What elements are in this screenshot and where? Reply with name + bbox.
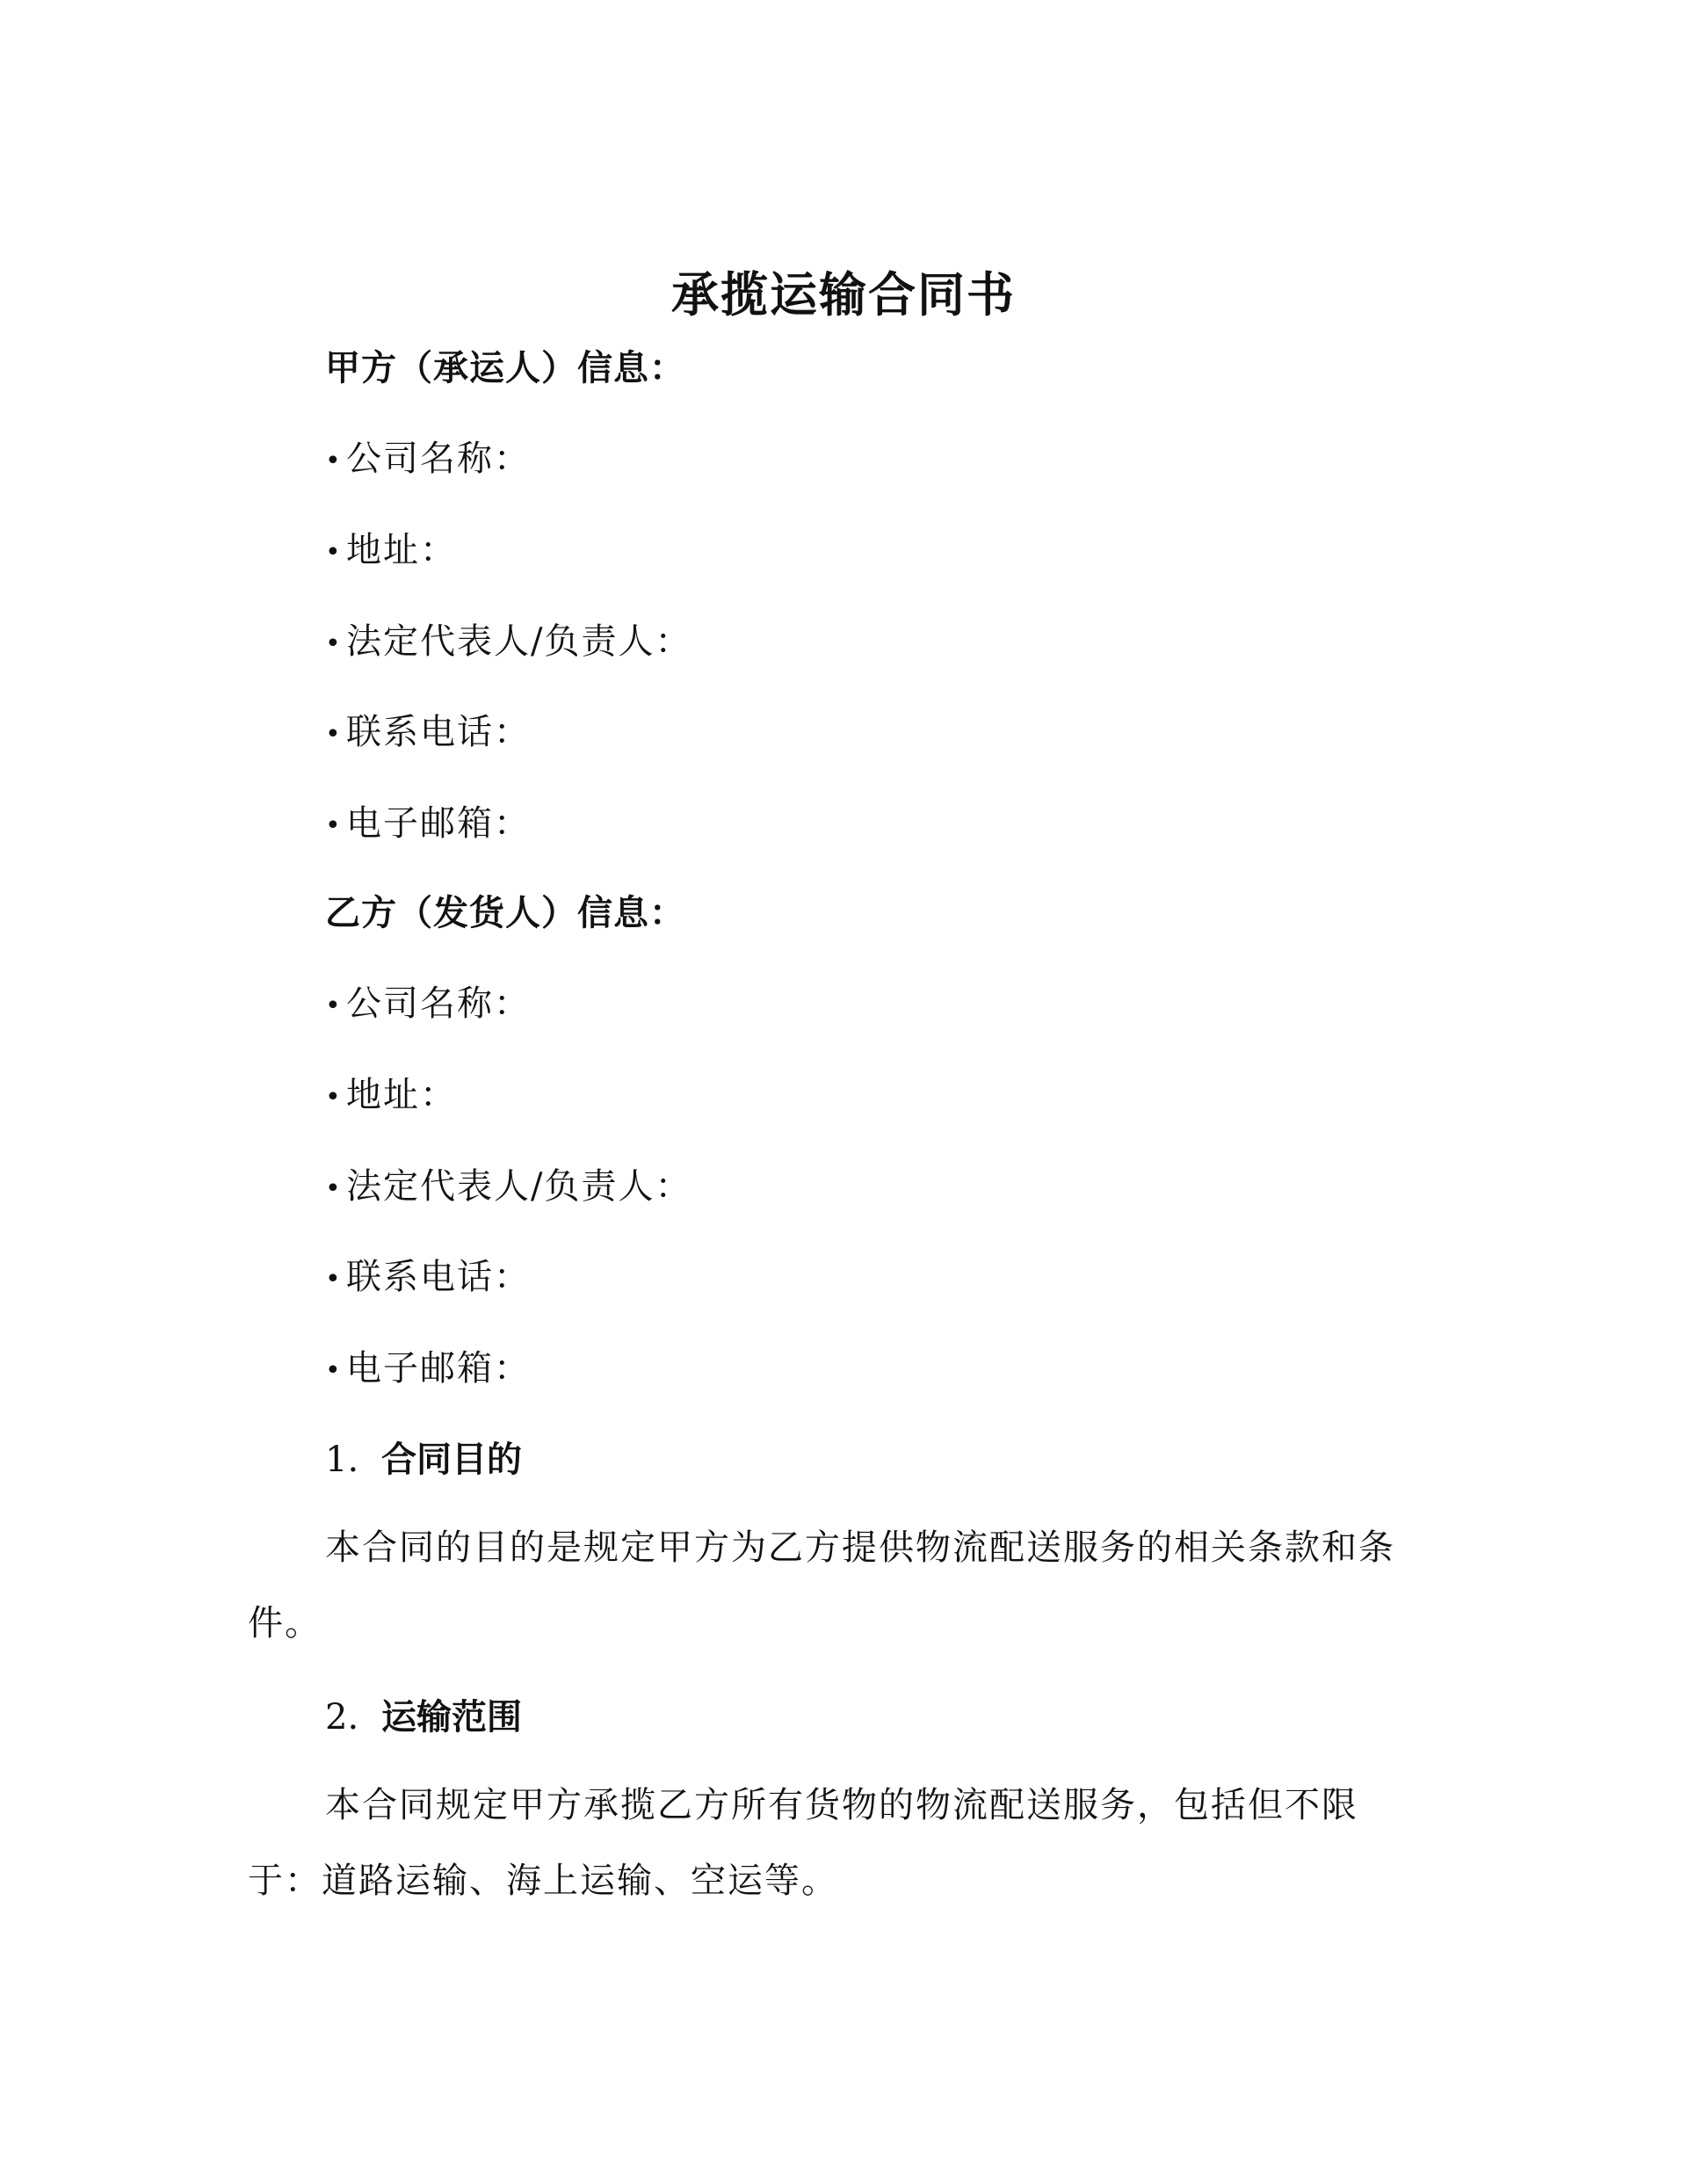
party-b-email: [325, 1346, 531, 1394]
field-label: 联系电话：: [346, 712, 531, 752]
bullet-icon: •: [325, 1264, 343, 1295]
party-b-company-name: [325, 981, 531, 1029]
party-b-heading: 乙方（发货人）信息：: [325, 892, 685, 933]
bullet-icon: •: [325, 990, 343, 1021]
contract-title: 承揽运输合同书: [671, 266, 1016, 323]
section-title: 运输范围: [381, 1696, 522, 1738]
section-2-body: 本合同规定甲方承揽乙方所有货物的物流配送服务，包括但不限于：道路运输、海上运输、空运等。: [248, 1785, 1358, 1901]
party-b-address: [325, 1072, 457, 1121]
field-label: 电子邮箱：: [346, 803, 531, 844]
field-label: 公司名称：: [346, 983, 531, 1024]
party-a-phone: [325, 709, 531, 758]
field-label: 电子邮箱：: [346, 1348, 531, 1389]
field-label: 联系电话：: [346, 1257, 531, 1297]
bullet-icon: •: [325, 537, 343, 568]
party-b-phone: [325, 1254, 531, 1302]
party-a-heading: 甲方（承运人）信息：: [325, 347, 685, 388]
field-label: 地址：: [346, 530, 457, 570]
party-b-legal-representative: [325, 1164, 691, 1212]
field-label: 公司名称：: [346, 439, 531, 479]
bullet-icon: •: [325, 719, 343, 750]
field-label: 法定代表人/负责人：: [346, 621, 692, 662]
party-a-legal-representative: [325, 619, 691, 667]
bullet-icon: •: [325, 628, 343, 659]
section-number: 2.: [325, 1697, 359, 1738]
section-1-body: 本合同的目的是规定甲方为乙方提供物流配送服务的相关条款和条件。: [248, 1527, 1395, 1643]
bullet-icon: •: [325, 1173, 343, 1204]
section-1-heading: [325, 1437, 522, 1483]
section-2-heading: [325, 1694, 522, 1740]
party-a-address: [325, 527, 457, 576]
bullet-icon: •: [325, 1355, 343, 1386]
bullet-icon: •: [325, 810, 343, 841]
field-label: 法定代表人/负责人：: [346, 1166, 692, 1207]
field-label: 地址：: [346, 1075, 457, 1115]
section-number: 1.: [325, 1440, 359, 1480]
bullet-icon: •: [325, 1082, 343, 1113]
party-a-email: [325, 801, 531, 849]
party-a-company-name: [325, 436, 531, 484]
bullet-icon: •: [325, 446, 343, 476]
section-title: 合同目的: [381, 1439, 522, 1480]
